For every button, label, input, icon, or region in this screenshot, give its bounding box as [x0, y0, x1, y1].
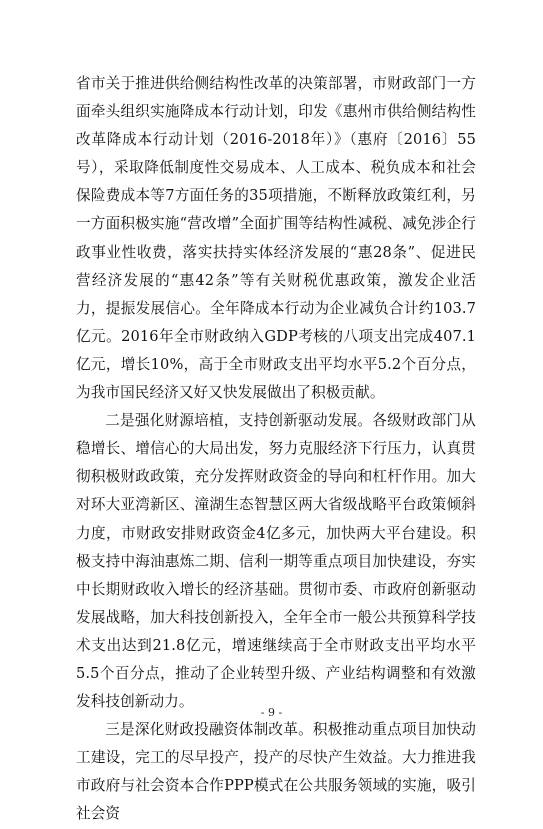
paragraph-3: 三是深化财政投融资体制改革。积极推动重点项目加快动工建设，完工的尽早投产，投产的尽快产生效益。大力推进我市政府与社会资本合作PPP模式在公共服务领域的实施，吸引社会资 — [76, 721, 476, 823]
paragraph-1: 省市关于推进供给侧结构性改革的决策部署，市财政部门一方面牵头组织实施降成本行动计划，印发《惠州市供给侧结构性改革降成本行动计划（2016-2018年）》（惠府〔2016〕55号），采取降低制度性交易成本、人工成本、税负成本和社会保险费成本等7方面任务的35项措施，不断释放政策红利，另一方面积极实施“营改增”全面扩围等结构性减税、减免涉企行政事业性收费，落实扶持实体经济发展的“惠28条”、促进民营经济发展的“惠42条”等有关财税优惠政策，激发企业活力，提振发展信心。全年降成本行动为企业减负合计约103.7亿元。2016年全市财政纳入GDP考核的八项支出完成407.1亿元，增长10%，高于全市财政支出平均水平5.2个百分点，为我市国民经济又好又快发展做出了积极贡献。 — [76, 75, 476, 402]
page-number: - 9 - — [260, 706, 283, 719]
paragraph-2: 二是强化财源培植，支持创新驱动发展。各级财政部门从稳增长、增信心的大局出发，努力克服经济下行压力，认真贯彻积极财政政策，充分发挥财政资金的导向和杠杆作用。加大对环大亚湾新区、潼湖生态智慧区两大省级战略平台政策倾斜力度，市财政安排财政资金4亿多元，加快两大平台建设。积极支持中海油惠炼二期、信利一期等重点项目加快建设，夯实中长期财政收入增长的经济基础。贯彻市委、市政府创新驱动发展战略，加大科技创新投入，全年全市一般公共预算科学技术支出达到21.8亿元，增速继续高于全市财政支出平均水平5.5个百分点，推动了企业转型升级、产业结构调整和有效激发科技创新动力。 — [76, 412, 476, 711]
